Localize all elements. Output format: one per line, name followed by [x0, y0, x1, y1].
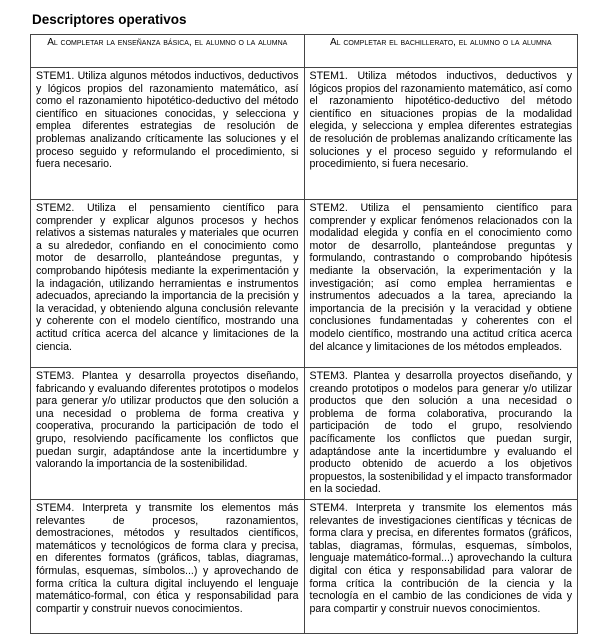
cell-stem4-basic: STEM4. Interpreta y transmite los elementos más relevantes de procesos, razonamientos, demostraciones, métodos y resultados científicos, matemáticos y tecnológicos de forma clara y precisa, en diferentes formatos (gráficos, tablas, diagramas, fórmulas, esquemas, símbolos...) y aprovechando de forma crítica la cultura digital incluyendo el lenguaje matemático-formal, con ética y responsabilidad para compartir y construir nuevos conocimientos. [31, 499, 305, 633]
descriptors-table [30, 34, 578, 634]
cell-stem4-bachillerato: STEM4. Interpreta y transmite los elementos más relevantes de investigaciones científicas y técnicas de forma clara y precisa, en diferentes formatos (gráficos, tablas, diagramas, fórmulas, esquemas, símbolos, lenguaje matemático-formal...) aprovechando la cultura digital con ética y responsabilidad para valorar de forma crítica la contribución de la ciencia y la tecnología en el cambio de las condiciones de vida y para compartir y construir nuevos conocimientos. [304, 499, 578, 633]
table-row [31, 200, 578, 368]
cell-stem1-bachillerato: STEM1. Utiliza métodos inductivos, deductivos y lógicos propios del razonamiento matemático, así como el razonamiento hipotético-deductivo del método científico en situaciones propias de la modalidad elegida, y selecciona y emplea diferentes estrategias de resolución de problemas analizando críticamente las soluciones y el proceso seguido y reformulando el procedimiento, si fuera necesario. [304, 68, 578, 200]
cell-stem3-bachillerato: STEM3. Plantea y desarrolla proyectos diseñando, y creando prototipos o modelos para generar y/o utilizar productos que den solución a una necesidad o problema de forma colaborativa, procurando la participación de todo el grupo, resolviendo pacíficamente los conflictos que puedan surgir, adaptándose ante la incertidumbre y evaluando el producto obtenido de acuerdo a los objetivos propuestos, la sostenibilidad y el impacto transformador en la sociedad. [304, 368, 578, 500]
table-row [31, 68, 578, 200]
table-row [31, 499, 578, 633]
cell-stem3-basic: STEM3. Plantea y desarrolla proyectos diseñando, fabricando y evaluando diferentes prototipos o modelos para generar y/o utilizar productos que den solución a una necesidad o problema de forma creativa y cooperativa, procurando la participación de todo el grupo, resolviendo pacíficamente los conflictos que puedan surgir, adaptándose ante la incertidumbre y valorando la importancia de la sostenibilidad. [31, 368, 305, 500]
cell-stem2-basic: STEM2. Utiliza el pensamiento científico para comprender y explicar algunos procesos y hechos relativos a sistemas naturales y materiales que ocurren a su alrededor, confiando en el conocimiento como motor de desarrollo, planteándose preguntas, y comprobando hipótesis mediante la experimentación y la indagación, utilizando herramientas e instrumentos adecuados, apreciando la importancia de la precisión y la veracidad, y obteniendo alguna conclusión relevante y coherente con el modelo científico, mostrando una actitud crítica acerca del alcance y limitaciones de la ciencia. [31, 200, 305, 368]
cell-stem1-basic: STEM1. Utiliza algunos métodos inductivos, deductivos y lógicos propios del razonamiento matemático, así como el razonamiento hipotético-deductivo del método científico en situaciones conocidas, y selecciona y emplea diferentes estrategias de resolución de problemas analizando críticamente las soluciones y el proceso seguido y reformulando el procedimiento, si fuera necesario. [31, 68, 305, 200]
section-title: Descriptores operativos [32, 12, 187, 27]
header-basic: Al completar la enseñanza básica, el alumno o la alumna [31, 35, 305, 68]
cell-stem2-bachillerato: STEM2. Utiliza el pensamiento científico para comprender y explicar fenómenos relacionados con la modalidad elegida y confía en el conocimiento como motor de desarrollo, planteándose preguntas y formulando, contrastando o comprobando hipótesis mediante la observación, la experimentación y la investigación; así como emplea herramientas e instrumentos adecuados a la tarea, apreciando la importancia de la precisión y la veracidad y obtiene conclusiones fundamentadas y coherentes con el modelo científico, mostrando una actitud crítica acerca del alcance y limitaciones de los métodos empleados. [304, 200, 578, 368]
header-bachillerato: Al completar el bachillerato, el alumno o la alumna [304, 35, 578, 68]
table-row [31, 368, 578, 500]
table-header-row [31, 35, 578, 68]
